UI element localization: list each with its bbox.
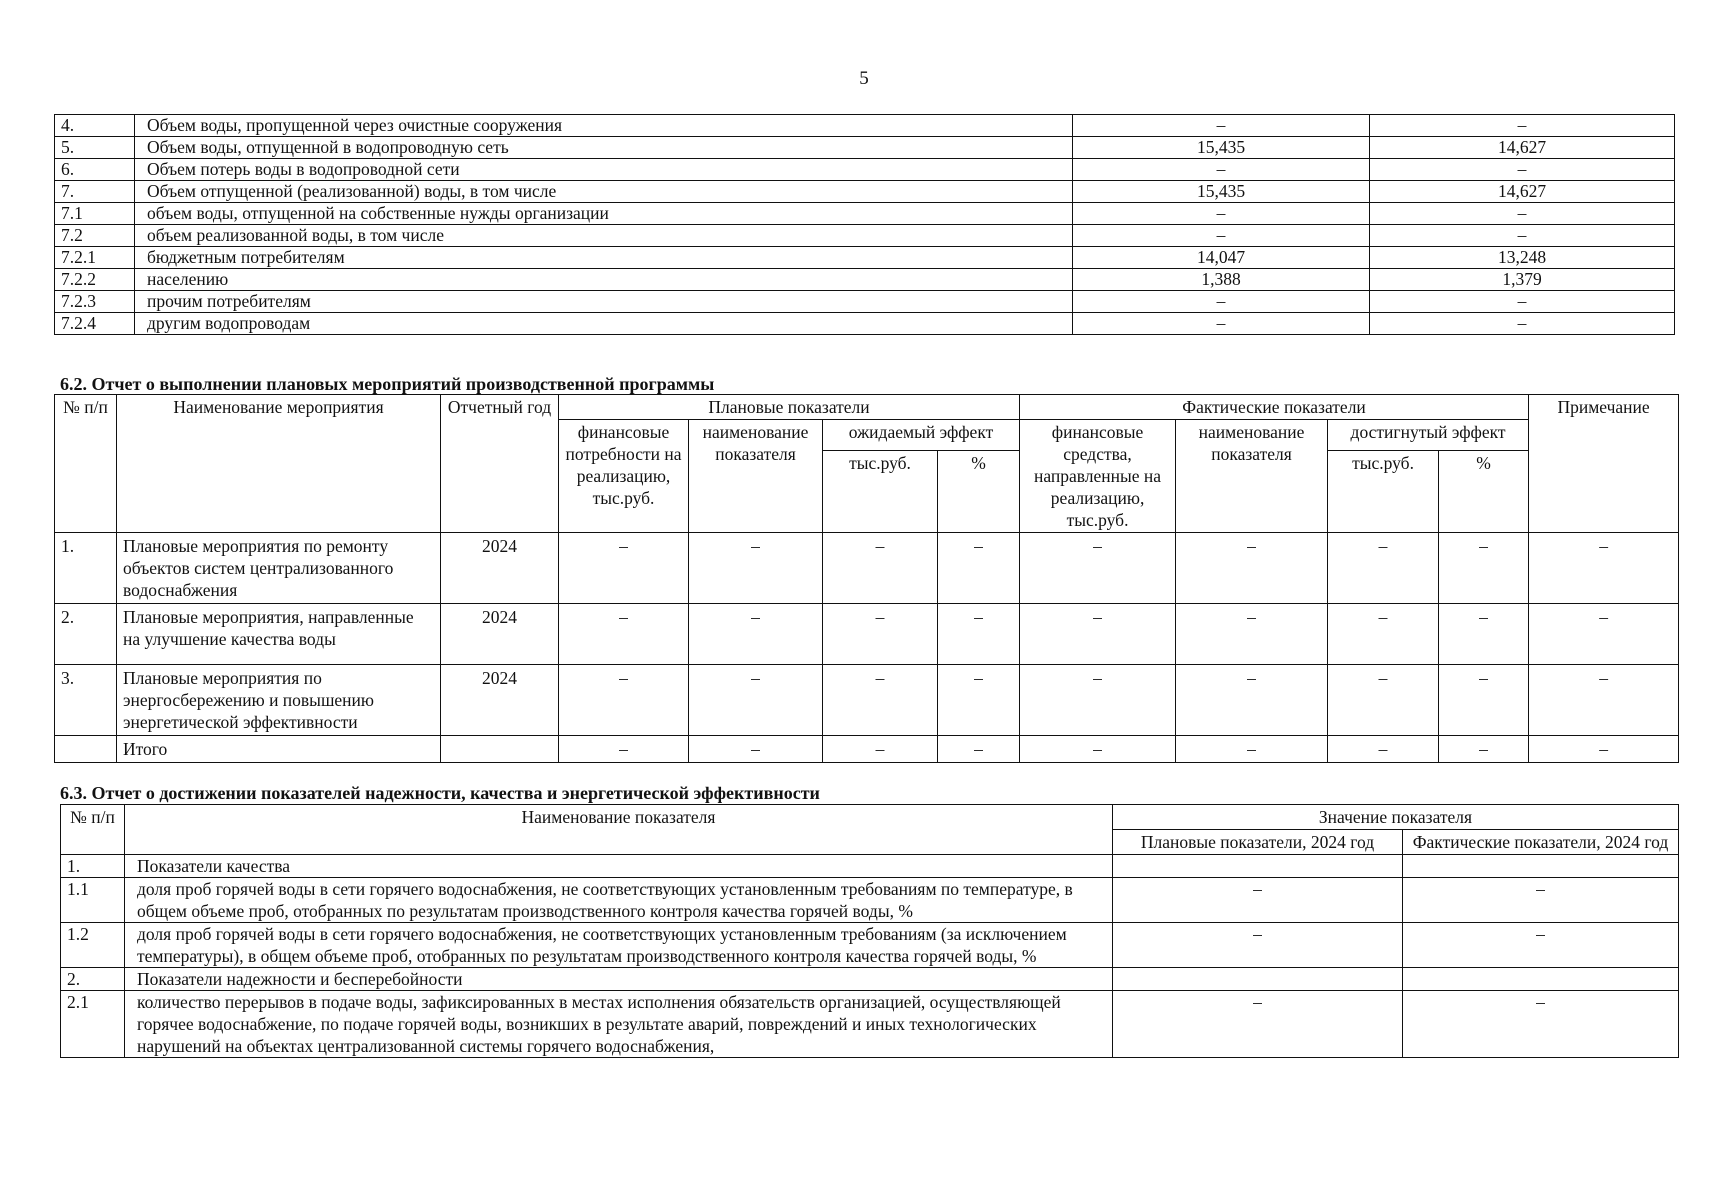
row-fact-value [1403, 855, 1679, 878]
col-fact-indicator: наименование показателя [1176, 420, 1328, 533]
row-number: 6. [55, 159, 135, 181]
table-row [55, 604, 1679, 665]
table-row [61, 923, 1679, 968]
row-fact-value: 1,379 [1370, 269, 1675, 291]
row-year: 2024 [441, 533, 559, 604]
row-number: 2. [61, 968, 125, 991]
total-fact-finance: – [1020, 736, 1176, 763]
row-indicator-name: количество перерывов в подаче воды, зафиксированных в местах исполнения обязательств организацией, осуществляющей горячее водоснабжение, по подаче горячей воды, возникших в результате аварий, повреждений и иных технологических нарушений на объектах централизованной системы горячего водоснабжения, [125, 991, 1113, 1058]
col-plan-indicator: наименование показателя [689, 420, 823, 533]
row-fact-thous: – [1328, 533, 1439, 604]
water-volume-table [54, 114, 1675, 335]
row-indicator-name: доля проб горячей воды в сети горячего водоснабжения, не соответствующих установленным требованиям по температуре, в общем объеме проб, отобранных по результатам производственного контроля качества горячей воды, % [125, 878, 1113, 923]
row-number: 1. [61, 855, 125, 878]
table-row [55, 181, 1675, 203]
table-row [55, 291, 1675, 313]
row-plan-pct: – [938, 533, 1020, 604]
row-number: 2.1 [61, 991, 125, 1058]
row-name: Объем отпущенной (реализованной) воды, в том числе [135, 181, 1073, 203]
row-plan-value [1113, 855, 1403, 878]
row-fact-value: – [1403, 991, 1679, 1058]
row-name: бюджетным потребителям [135, 247, 1073, 269]
col-plan-2024: Плановые показатели, 2024 год [1113, 830, 1403, 855]
col-num: № п/п [61, 805, 125, 855]
row-plan-finance: – [559, 604, 689, 665]
row-year: 2024 [441, 604, 559, 665]
col-fact-finance: финансовые средства, направленные на реализацию, тыс.руб. [1020, 420, 1176, 533]
row-plan-value: – [1073, 159, 1370, 181]
row-plan-value: – [1113, 991, 1403, 1058]
row-fact-value: 14,627 [1370, 181, 1675, 203]
col-activity-name: Наименование мероприятия [117, 395, 441, 533]
row-fact-value: – [1370, 225, 1675, 247]
row-total-label: Итого [117, 736, 441, 763]
row-name: Объем потерь воды в водопроводной сети [135, 159, 1073, 181]
row-plan-thous: – [823, 533, 938, 604]
total-fact-thous: – [1328, 736, 1439, 763]
row-fact-value: – [1370, 115, 1675, 137]
row-name: объем воды, отпущенной на собственные нужды организации [135, 203, 1073, 225]
col-plan-thous: тыс.руб. [823, 451, 938, 533]
col-fact-pct: % [1439, 451, 1529, 533]
total-fact-pct: – [1439, 736, 1529, 763]
row-fact-value [1403, 968, 1679, 991]
row-year [441, 736, 559, 763]
row-number: 1.1 [61, 878, 125, 923]
table-row [55, 225, 1675, 247]
table-row [55, 533, 1679, 604]
section-6-2-title: 6.2. Отчет о выполнении плановых мероприятий производственной программы [60, 374, 715, 394]
row-activity-name: Плановые мероприятия по энергосбережению и повышению энергетической эффективности [117, 665, 441, 736]
row-plan-value: – [1113, 878, 1403, 923]
row-plan-finance: – [559, 665, 689, 736]
row-number [55, 736, 117, 763]
col-report-year: Отчетный год [441, 395, 559, 533]
row-number: 3. [55, 665, 117, 736]
row-plan-value: – [1113, 923, 1403, 968]
row-number: 1. [55, 533, 117, 604]
row-fact-value: – [1370, 313, 1675, 335]
row-number: 7. [55, 181, 135, 203]
table-row [61, 855, 1679, 878]
row-plan-value: 15,435 [1073, 181, 1370, 203]
row-number: 7.2.2 [55, 269, 135, 291]
col-fact-group: Фактические показатели [1020, 395, 1529, 420]
page-number: 5 [859, 68, 869, 89]
row-fact-value: 14,627 [1370, 137, 1675, 159]
row-fact-value: – [1370, 159, 1675, 181]
row-number: 5. [55, 137, 135, 159]
row-fact-value: – [1403, 878, 1679, 923]
col-plan-group: Плановые показатели [559, 395, 1020, 420]
table-row [55, 203, 1675, 225]
row-fact-pct: – [1439, 533, 1529, 604]
row-name: прочим потребителям [135, 291, 1073, 313]
row-indicator-name: Показатели надежности и бесперебойности [125, 968, 1113, 991]
row-plan-thous: – [823, 604, 938, 665]
row-number: 7.2.1 [55, 247, 135, 269]
row-name: Объем воды, отпущенной в водопроводную сеть [135, 137, 1073, 159]
row-plan-value: – [1073, 203, 1370, 225]
table-row-total [55, 736, 1679, 763]
total-fact-indicator: – [1176, 736, 1328, 763]
table-row [55, 159, 1675, 181]
row-number: 7.2.4 [55, 313, 135, 335]
table-row [55, 115, 1675, 137]
row-fact-indicator: – [1176, 604, 1328, 665]
row-fact-indicator: – [1176, 665, 1328, 736]
row-fact-finance: – [1020, 533, 1176, 604]
table-row [61, 968, 1679, 991]
row-fact-value: 13,248 [1370, 247, 1675, 269]
row-plan-pct: – [938, 665, 1020, 736]
col-fact-2024: Фактические показатели, 2024 год [1403, 830, 1679, 855]
row-fact-finance: – [1020, 665, 1176, 736]
row-plan-value: 14,047 [1073, 247, 1370, 269]
row-fact-value: – [1370, 203, 1675, 225]
col-indicator-name: Наименование показателя [125, 805, 1113, 855]
row-indicator-name: доля проб горячей воды в сети горячего водоснабжения, не соответствующих установленным требованиям (за исключением температуры), в общем объеме проб, отобранных по результатам производственного контроля качества горячей воды, % [125, 923, 1113, 968]
row-number: 2. [55, 604, 117, 665]
row-note: – [1529, 533, 1679, 604]
col-plan-pct: % [938, 451, 1020, 533]
row-year: 2024 [441, 665, 559, 736]
row-note: – [1529, 665, 1679, 736]
row-plan-value: – [1073, 225, 1370, 247]
row-plan-value: 1,388 [1073, 269, 1370, 291]
row-fact-thous: – [1328, 665, 1439, 736]
table-row [55, 665, 1679, 736]
table-row [61, 991, 1679, 1058]
section-6-3-title: 6.3. Отчет о достижении показателей надежности, качества и энергетической эффективности [60, 783, 820, 803]
row-number: 7.2 [55, 225, 135, 247]
row-plan-indicator: – [689, 533, 823, 604]
total-note: – [1529, 736, 1679, 763]
row-name: населению [135, 269, 1073, 291]
row-name: другим водопроводам [135, 313, 1073, 335]
col-note: Примечание [1529, 395, 1679, 533]
row-fact-value: – [1370, 291, 1675, 313]
row-fact-indicator: – [1176, 533, 1328, 604]
col-fact-thous: тыс.руб. [1328, 451, 1439, 533]
indicators-table [60, 804, 1679, 1058]
row-indicator-name: Показатели качества [125, 855, 1113, 878]
row-number: 4. [55, 115, 135, 137]
row-fact-pct: – [1439, 604, 1529, 665]
col-num: № п/п [55, 395, 117, 533]
col-fact-effect: достигнутый эффект [1328, 420, 1529, 451]
total-plan-thous: – [823, 736, 938, 763]
planned-activities-table [54, 394, 1679, 763]
row-plan-indicator: – [689, 665, 823, 736]
row-activity-name: Плановые мероприятия, направленные на улучшение качества воды [117, 604, 441, 665]
row-plan-value [1113, 968, 1403, 991]
col-indicator-value: Значение показателя [1113, 805, 1679, 830]
row-fact-thous: – [1328, 604, 1439, 665]
table-row [55, 137, 1675, 159]
row-plan-finance: – [559, 533, 689, 604]
row-fact-finance: – [1020, 604, 1176, 665]
row-plan-value: 15,435 [1073, 137, 1370, 159]
row-plan-value: – [1073, 313, 1370, 335]
row-plan-value: – [1073, 291, 1370, 313]
row-plan-thous: – [823, 665, 938, 736]
row-plan-pct: – [938, 604, 1020, 665]
col-plan-effect: ожидаемый эффект [823, 420, 1020, 451]
row-number: 7.1 [55, 203, 135, 225]
table-row [61, 878, 1679, 923]
row-number: 7.2.3 [55, 291, 135, 313]
row-fact-pct: – [1439, 665, 1529, 736]
total-plan-indicator: – [689, 736, 823, 763]
row-name: Объем воды, пропущенной через очистные сооружения [135, 115, 1073, 137]
table-row [55, 269, 1675, 291]
total-plan-pct: – [938, 736, 1020, 763]
row-fact-value: – [1403, 923, 1679, 968]
row-name: объем реализованной воды, в том числе [135, 225, 1073, 247]
total-plan-finance: – [559, 736, 689, 763]
col-plan-finance: финансовые потребности на реализацию, тыс.руб. [559, 420, 689, 533]
row-number: 1.2 [61, 923, 125, 968]
row-plan-indicator: – [689, 604, 823, 665]
table-row [55, 247, 1675, 269]
table-row [55, 313, 1675, 335]
row-plan-value: – [1073, 115, 1370, 137]
row-activity-name: Плановые мероприятия по ремонту объектов систем централизованного водоснабжения [117, 533, 441, 604]
row-note: – [1529, 604, 1679, 665]
